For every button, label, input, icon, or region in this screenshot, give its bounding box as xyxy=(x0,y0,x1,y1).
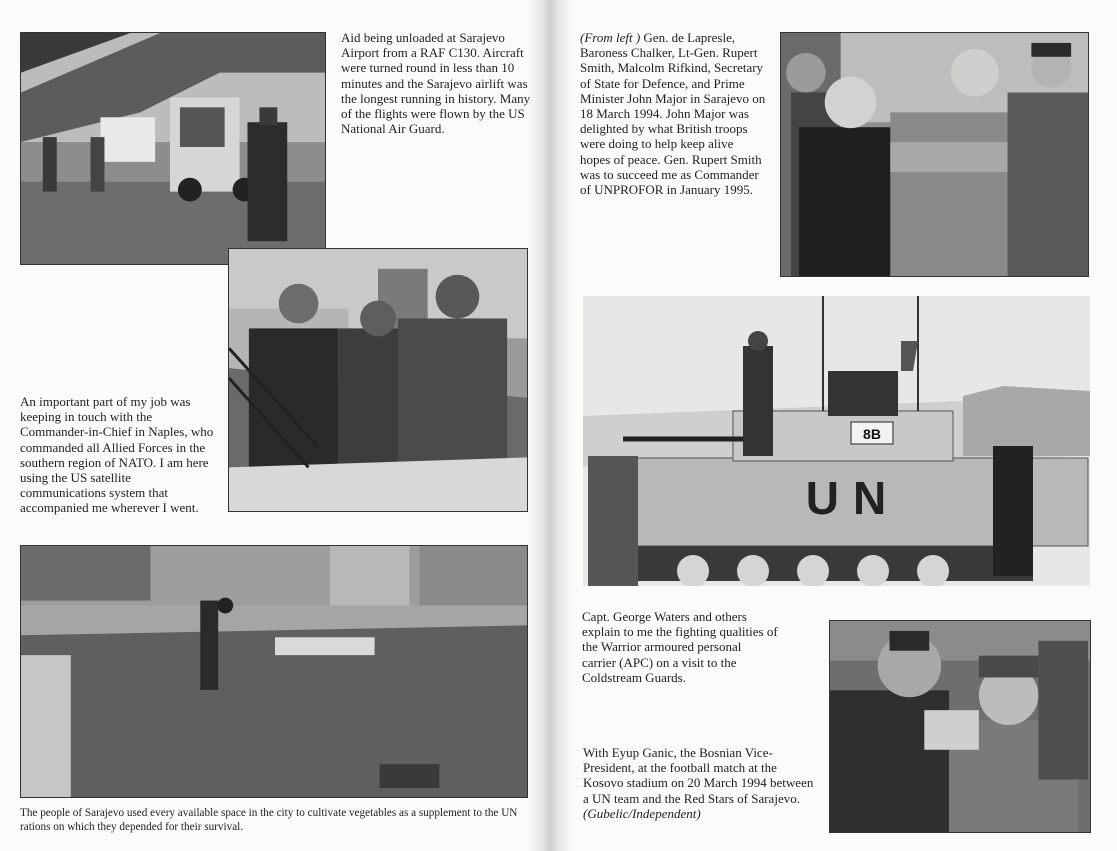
caption-body: Gen. de Lapresle, Baroness Chalker, Lt-Gen. Rupert Smith, Malcolm Rifkind, Secretary of State for Defence, and Prime Minister John Major in Sarajevo on 18 March 1994. John Major was delighted by what British troops were doing to help keep alive hopes of peace. Gen. Rupert Smith was to succeed me as Commander of UNPROFOR in January 1995. xyxy=(580,30,766,198)
warrior-caption: Capt. George Waters and others explain to me the fighting qualities of the Warrior armoured personal carrier (APC) on a visit to the Coldstream Guards. xyxy=(582,609,778,685)
gardens-photo xyxy=(20,545,528,798)
airlift-caption: Aid being unloaded at Sarajevo Airport from a RAF C130. Aircraft were turned round in less than 10 minutes and the Sarajevo airlift was the longest running in history. Many of the flights were flown by the US National Air Guard. xyxy=(341,30,531,137)
ganic-photo xyxy=(829,620,1091,833)
photo-credit: (Gubelic/Independent) xyxy=(583,805,701,821)
ganic-caption xyxy=(583,745,815,821)
book-gutter xyxy=(528,0,572,851)
warrior-apc-photo xyxy=(583,296,1090,586)
gardens-caption: The people of Sarajevo used every available space in the city to cultivate vegetables as a supplement to the UN rations on which they depended for their survival. xyxy=(20,807,518,833)
airlift-photo xyxy=(20,32,326,265)
turret-number: 8B xyxy=(863,426,881,442)
satellite-caption: An important part of my job was keeping in touch with the Commander-in-Chief in Naples, who commanded all Allied Forces in the southern region of NATO. I am here using the US satellite communications system that accompanied me wherever I went. xyxy=(20,394,214,516)
caption-lead: (From left ) xyxy=(580,30,641,45)
major-visit-photo xyxy=(780,32,1089,277)
un-marking: UN xyxy=(805,472,901,524)
major-visit-caption xyxy=(580,30,766,197)
caption-body: With Eyup Ganic, the Bosnian Vice-President, at the football match at the Kosovo stadium on 20 March 1994 between a UN team and the Red Stars of Sarajevo. xyxy=(583,745,814,806)
satellite-photo xyxy=(228,248,528,512)
